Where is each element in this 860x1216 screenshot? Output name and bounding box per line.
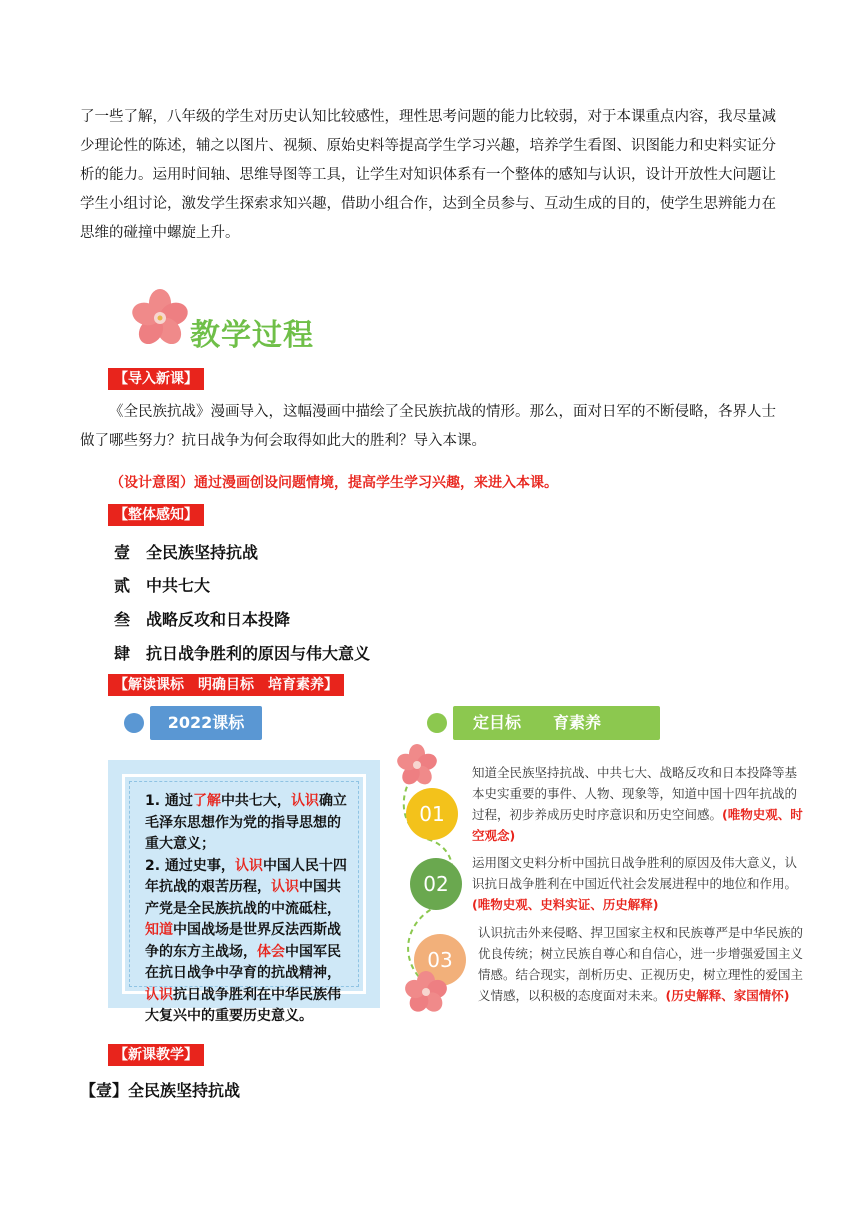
plum-blossom-icon <box>398 968 454 1018</box>
tag-intro: 【导入新课】 <box>108 368 204 390</box>
goal-text-3: 认识抗击外来侵略、捍卫国家主权和民族尊严是中华民族的优良传统；树立民族自尊心和自信心，进一步增强爱国主义情感。结合现实，剖析历史、正视历史，树立理性的爱国主义情感，以积极的态度面对未来。(历史解释、家国情怀) <box>478 925 804 1003</box>
goal-number-2: 02 <box>410 858 462 910</box>
outline-item: 壹 全民族坚持抗战 <box>114 543 259 562</box>
outline-item: 叁 战略反攻和日本投降 <box>114 610 291 629</box>
goal-text-1: 知道全民族坚持抗战、中共七大、战略反攻和日本投降等基本史实重要的事件、人物、现象等，知道中国十四年抗战的过程，初步养成历史时序意识和历史空间感。(唯物史观、时空观念) <box>472 765 803 843</box>
plum-blossom-icon <box>130 288 192 350</box>
standards-frame <box>108 760 380 1024</box>
outline-item: 肆 抗日战争胜利的原因与伟大意义 <box>114 644 371 663</box>
standards-text: 1. 通过了解中共七大，认识确立毛泽东思想作为党的指导思想的重大意义； 2. 通过史事，认识中国人民十四年抗战的艰苦历程，认识中国共产党是全民族抗战的中流砥柱，知道中国战场是世界反法西斯战争的东方主战场，体会中国军民在抗日战争中孕育的抗战精神，认识抗日战争胜利在中华民族伟大复兴中的重要历史意义。 <box>145 793 347 1024</box>
design-note: （设计意图）通过漫画创设问题情境，提高学生学习兴趣，来进入本课。 <box>110 475 558 491</box>
goal-number-3: 03 <box>414 934 466 986</box>
goal-number-1: 01 <box>406 788 458 840</box>
lead-paragraph: 《全民族抗战》漫画导入，这幅漫画中描绘了全民族抗战的情形。那么，面对日军的不断侵略，各界人士做了哪些努力？抗日战争为何会取得如此大的胜利？导入本课。 <box>80 404 776 449</box>
green-dot-icon <box>427 713 447 733</box>
section-heading <box>130 288 330 352</box>
tag-overview: 【整体感知】 <box>108 504 204 526</box>
tag-new-lesson: 【新课教学】 <box>108 1044 204 1066</box>
standards-label: 2022课标 <box>150 706 262 740</box>
blue-dot-icon <box>124 713 144 733</box>
goals-label: 定目标 育素养 <box>453 706 660 740</box>
outline-item: 贰 中共七大 <box>114 576 211 595</box>
intro-paragraph: 了一些了解，八年级的学生对历史认知比较感性，理性思考问题的能力比较弱，对于本课重点内容，我尽量减少理论性的陈述，辅之以图片、视频、原始史料等提高学生学习兴趣，培养学生看图、识图能力和史料实证分析的能力。运用时间轴、思维导图等工具，让学生对知识体系有一个整体的感知与认识，设计开放性大问题让学生小组讨论，激发学生探索求知兴趣，借助小组合作，达到全员参与、互动生成的目的，使学生思辨能力在思维的碰撞中螺旋上升。 <box>80 109 776 241</box>
section-title: 教学过程 <box>190 318 314 353</box>
plum-blossom-icon <box>392 740 442 790</box>
sub-heading: 【壹】全民族坚持抗战 <box>80 1081 241 1100</box>
tag-standards: 【解读课标 明确目标 培育素养】 <box>108 674 344 696</box>
goal-text-2: 运用图文史料分析中国抗日战争胜利的原因及伟大意义，认识抗日战争胜利在中国近代社会发展进程中的地位和作用。(唯物史观、史料实证、历史解释) <box>472 855 798 912</box>
